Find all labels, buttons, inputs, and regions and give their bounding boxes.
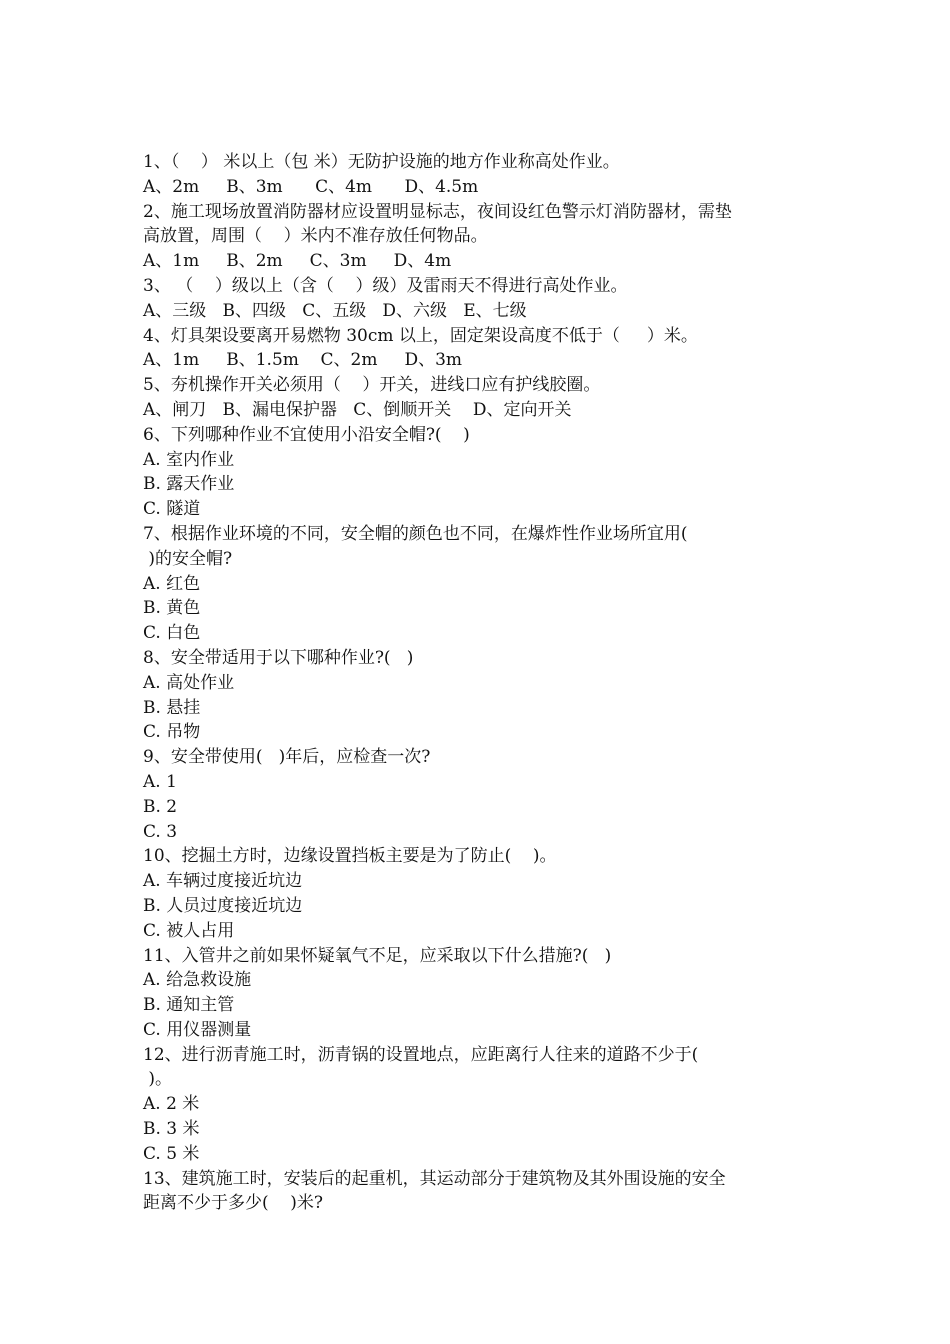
question-10-option-c: C. 被人占用: [143, 920, 235, 941]
question-2-text-cont: 高放置，周围（ ）米内不准存放任何物品。: [143, 226, 488, 247]
question-5-options: A、闸刀 B、漏电保护器 C、倒顺开关 D、定向开关: [143, 399, 572, 420]
question-12-option-a: A. 2 米: [143, 1094, 200, 1115]
question-list: [143, 150, 815, 1216]
question-12-option-c: C. 5 米: [143, 1143, 200, 1164]
question-9-option-b: B. 2: [143, 796, 178, 817]
question-1-options: A、2m B、3m C、4m D、4.5m: [143, 176, 479, 197]
question-13-text: 13、建筑施工时，安装后的起重机，其运动部分于建筑物及其外围设施的安全: [143, 1168, 726, 1189]
question-9-option-c: C. 3: [143, 821, 178, 842]
question-7-option-a: A. 红色: [143, 573, 201, 594]
question-4-options: A、1m B、1.5m C、2m D、3m: [143, 350, 463, 371]
question-9-option-a: A. 1: [143, 771, 177, 792]
question-11-option-c: C. 用仪器测量: [143, 1019, 252, 1040]
question-8-text: 8、安全带适用于以下哪种作业?( ): [143, 647, 414, 668]
question-10-option-a: A. 车辆过度接近坑边: [143, 871, 303, 892]
question-6-option-c: C. 隧道: [143, 499, 201, 520]
question-10-text: 10、挖掘土方时，边缘设置挡板主要是为了防止( )。: [143, 846, 557, 867]
question-3-options: A、三级 B、四级 C、五级 D、六级 E、七级: [143, 300, 527, 321]
question-2-text: 2、施工现场放置消防器材应设置明显标志，夜间设红色警示灯消防器材，需垫: [143, 201, 732, 222]
question-12-text-cont: )。: [143, 1069, 173, 1090]
question-8-option-a: A. 高处作业: [143, 672, 235, 693]
question-11-text: 11、入管井之前如果怀疑氧气不足，应采取以下什么措施?( ): [143, 945, 612, 966]
question-6-option-a: A. 室内作业: [143, 449, 235, 470]
question-12-option-b: B. 3 米: [143, 1119, 200, 1140]
question-10-option-b: B. 人员过度接近坑边: [143, 895, 303, 916]
question-8-option-b: B. 悬挂: [143, 697, 201, 718]
question-8-option-c: C. 吊物: [143, 722, 201, 743]
question-5-text: 5、夯机操作开关必须用（ ）开关，进线口应有护线胶圈。: [143, 375, 601, 396]
question-9-text: 9、安全带使用( )年后，应检查一次?: [143, 747, 431, 768]
question-11-option-b: B. 通知主管: [143, 995, 235, 1016]
question-11-option-a: A. 给急救设施: [143, 970, 252, 991]
question-7-option-c: C. 白色: [143, 623, 201, 644]
question-1-text: 1、（ ） 米以上（包 米）无防护设施的地方作业称高处作业。: [143, 152, 620, 172]
question-7-text-cont: )的安全帽?: [143, 548, 233, 569]
question-7-text: 7、根据作业环境的不同，安全帽的颜色也不同，在爆炸性作业场所宜用(: [143, 523, 688, 544]
question-2-options: A、1m B、2m C、3m D、4m: [143, 251, 452, 272]
question-4-text: 4、灯具架设要离开易燃物 30cm 以上，固定架设高度不低于（ ）米。: [143, 325, 698, 346]
question-7-option-b: B. 黄色: [143, 598, 201, 619]
question-6-option-b: B. 露天作业: [143, 474, 235, 495]
question-13-text-cont: 距离不少于多少( )米?: [143, 1193, 323, 1214]
question-12-text: 12、进行沥青施工时，沥青锅的设置地点，应距离行人往来的道路不少于(: [143, 1044, 699, 1065]
question-6-text: 6、下列哪种作业不宜使用小沿安全帽?( ): [143, 424, 470, 445]
question-3-text: 3、 （ ）级以上（含（ ）级）及雷雨天不得进行高处作业。: [143, 275, 628, 296]
